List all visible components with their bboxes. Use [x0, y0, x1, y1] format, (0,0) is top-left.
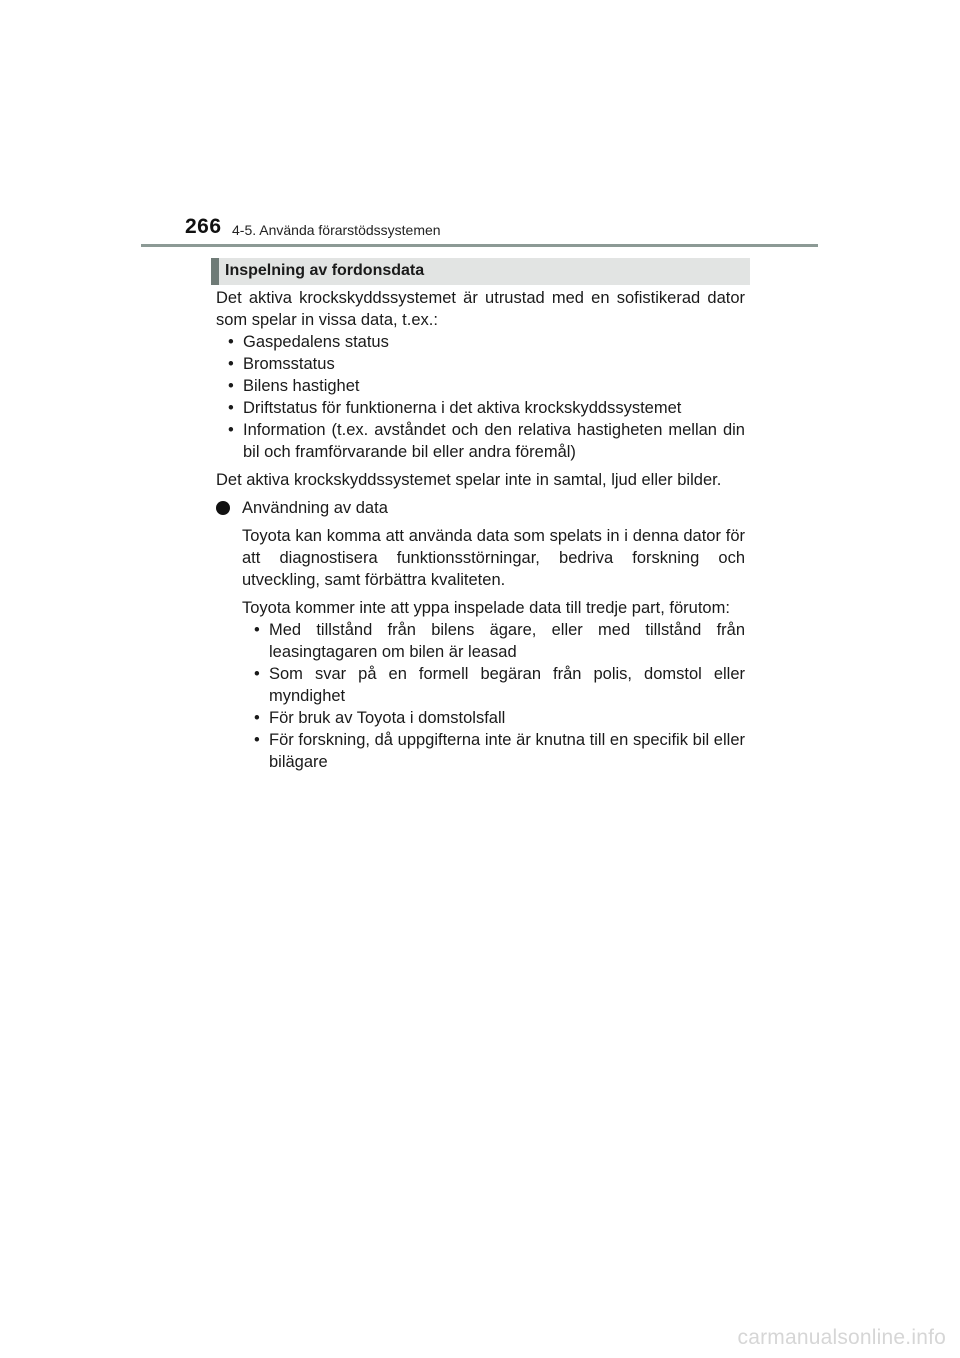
usage-paragraph: Toyota kan komma att använda data som spelats in i denna dator för att diagnostisera funktionsstörningar, bedriva forskning och utveckling, samt förbättra kvaliteten. — [242, 527, 745, 589]
chapter-breadcrumb: 4-5. Använda förarstödssystemen — [232, 222, 441, 238]
list-item: • Gaspedalens status — [228, 333, 389, 351]
list-item: • Information (t.ex. avståndet och den relativa hastigheten mellan din bil och framförvarande bil eller andra föremål) — [228, 421, 745, 461]
no-audio-note: Det aktiva krockskyddssystemet spelar inte in samtal, ljud eller bilder. — [216, 471, 722, 489]
section-heading-accent — [211, 258, 219, 285]
header-divider — [141, 244, 818, 247]
list-item: • För forskning, då uppgifterna inte är knutna till en specifik bil eller bilägare — [254, 731, 745, 771]
usage-body — [216, 525, 745, 773]
exceptions-list — [242, 619, 745, 773]
disclosure-paragraph: Toyota kommer inte att yppa inspelade data till tredje part, förutom: — [242, 599, 730, 617]
watermark: carmanualsonline.info — [737, 1326, 946, 1349]
page-header — [185, 215, 745, 241]
list-item: • Bromsstatus — [228, 355, 335, 373]
section-heading-bar — [211, 258, 750, 285]
usage-heading: Användning av data — [242, 499, 388, 517]
list-item: • Bilens hastighet — [228, 377, 360, 395]
section-body — [216, 287, 745, 773]
list-item: • Driftstatus för funktionerna i det aktiva krockskyddssystemet — [228, 399, 682, 417]
list-item: • För bruk av Toyota i domstolsfall — [254, 709, 506, 727]
usage-subheading — [216, 497, 745, 519]
list-item: • Som svar på en formell begäran från polis, domstol eller myndighet — [254, 665, 745, 705]
bullet-disc-icon — [216, 501, 230, 515]
section-title: Inspelning av fordonsdata — [225, 262, 425, 279]
recorded-data-list — [216, 331, 745, 463]
page-number: 266 — [185, 215, 222, 238]
list-item: • Med tillstånd från bilens ägare, eller med tillstånd från leasingtagaren om bilen är leasad — [254, 621, 745, 661]
intro-paragraph: Det aktiva krockskyddssystemet är utrustad med en sofistikerad dator som spelar in vissa data, t.ex.: — [216, 289, 745, 329]
